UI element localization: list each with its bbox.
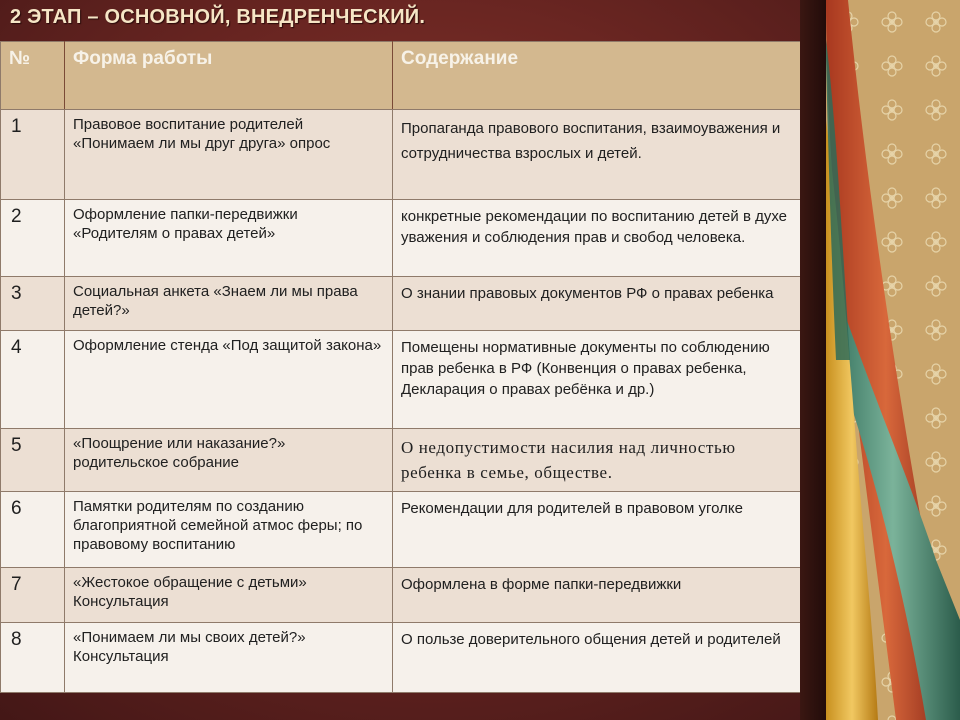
table-row: [1, 623, 801, 693]
floral-pattern-illustration: [826, 0, 960, 720]
table-header-row: [1, 42, 801, 110]
row-content: Оформлена в форме папки-передвижки: [393, 568, 801, 623]
row-form: Оформление стенда «Под защитой закона»: [65, 331, 393, 429]
row-form: Социальная анкета «Знаем ли мы права детей?»: [65, 277, 393, 331]
table-row: [1, 277, 801, 331]
row-form: Правовое воспитание родителей «Понимаем ли мы друг друга» опрос: [65, 110, 393, 200]
table-row: [1, 492, 801, 568]
row-content: Помещены нормативные документы по соблюдению прав ребенка в РФ (Конвенция о правах ребенка, Декларация о правах ребёнка и др.): [393, 331, 801, 429]
table-row: [1, 200, 801, 277]
row-form: Оформление папки-передвижки «Родителям о правах детей»: [65, 200, 393, 277]
row-content: О пользе доверительного общения детей и родителей: [393, 623, 801, 693]
row-content: О знании правовых документов РФ о правах ребенка: [393, 277, 801, 331]
table-row: [1, 429, 801, 492]
header-form: Форма работы: [65, 42, 393, 110]
slide-title: 2 ЭТАП – ОСНОВНОЙ, ВНЕДРЕНЧЕСКИЙ.: [10, 6, 426, 28]
row-form: «Жестокое обращение с детьми» Консультация: [65, 568, 393, 623]
row-form: «Понимаем ли мы своих детей?» Консультация: [65, 623, 393, 693]
row-form: «Поощрение или наказание?» родительское собрание: [65, 429, 393, 492]
row-form: Памятки родителям по созданию благоприятной семейной атмос феры; по правовому воспитанию: [65, 492, 393, 568]
row-number: 6: [1, 492, 65, 568]
row-number: 5: [1, 429, 65, 492]
row-content: О недопустимости насилия над личностью ребенка в семье, обществе.: [393, 429, 801, 492]
row-number: 1: [1, 110, 65, 200]
header-content: Содержание: [393, 42, 801, 110]
work-forms-table: [0, 41, 801, 693]
row-number: 8: [1, 623, 65, 693]
header-number: №: [1, 42, 65, 110]
row-content: конкретные рекомендации по воспитанию детей в духе уважения и соблюдения прав и свобод человека.: [393, 200, 801, 277]
table-row: [1, 331, 801, 429]
table-row: [1, 110, 801, 200]
row-number: 7: [1, 568, 65, 623]
row-number: 4: [1, 331, 65, 429]
decorative-floral-panel: [826, 0, 960, 720]
row-content: Рекомендации для родителей в правовом уголке: [393, 492, 801, 568]
table-row: [1, 568, 801, 623]
row-number: 2: [1, 200, 65, 277]
row-number: 3: [1, 277, 65, 331]
row-content: Пропаганда правового воспитания, взаимоуважения и сотрудничества взрослых и детей.: [393, 110, 801, 200]
